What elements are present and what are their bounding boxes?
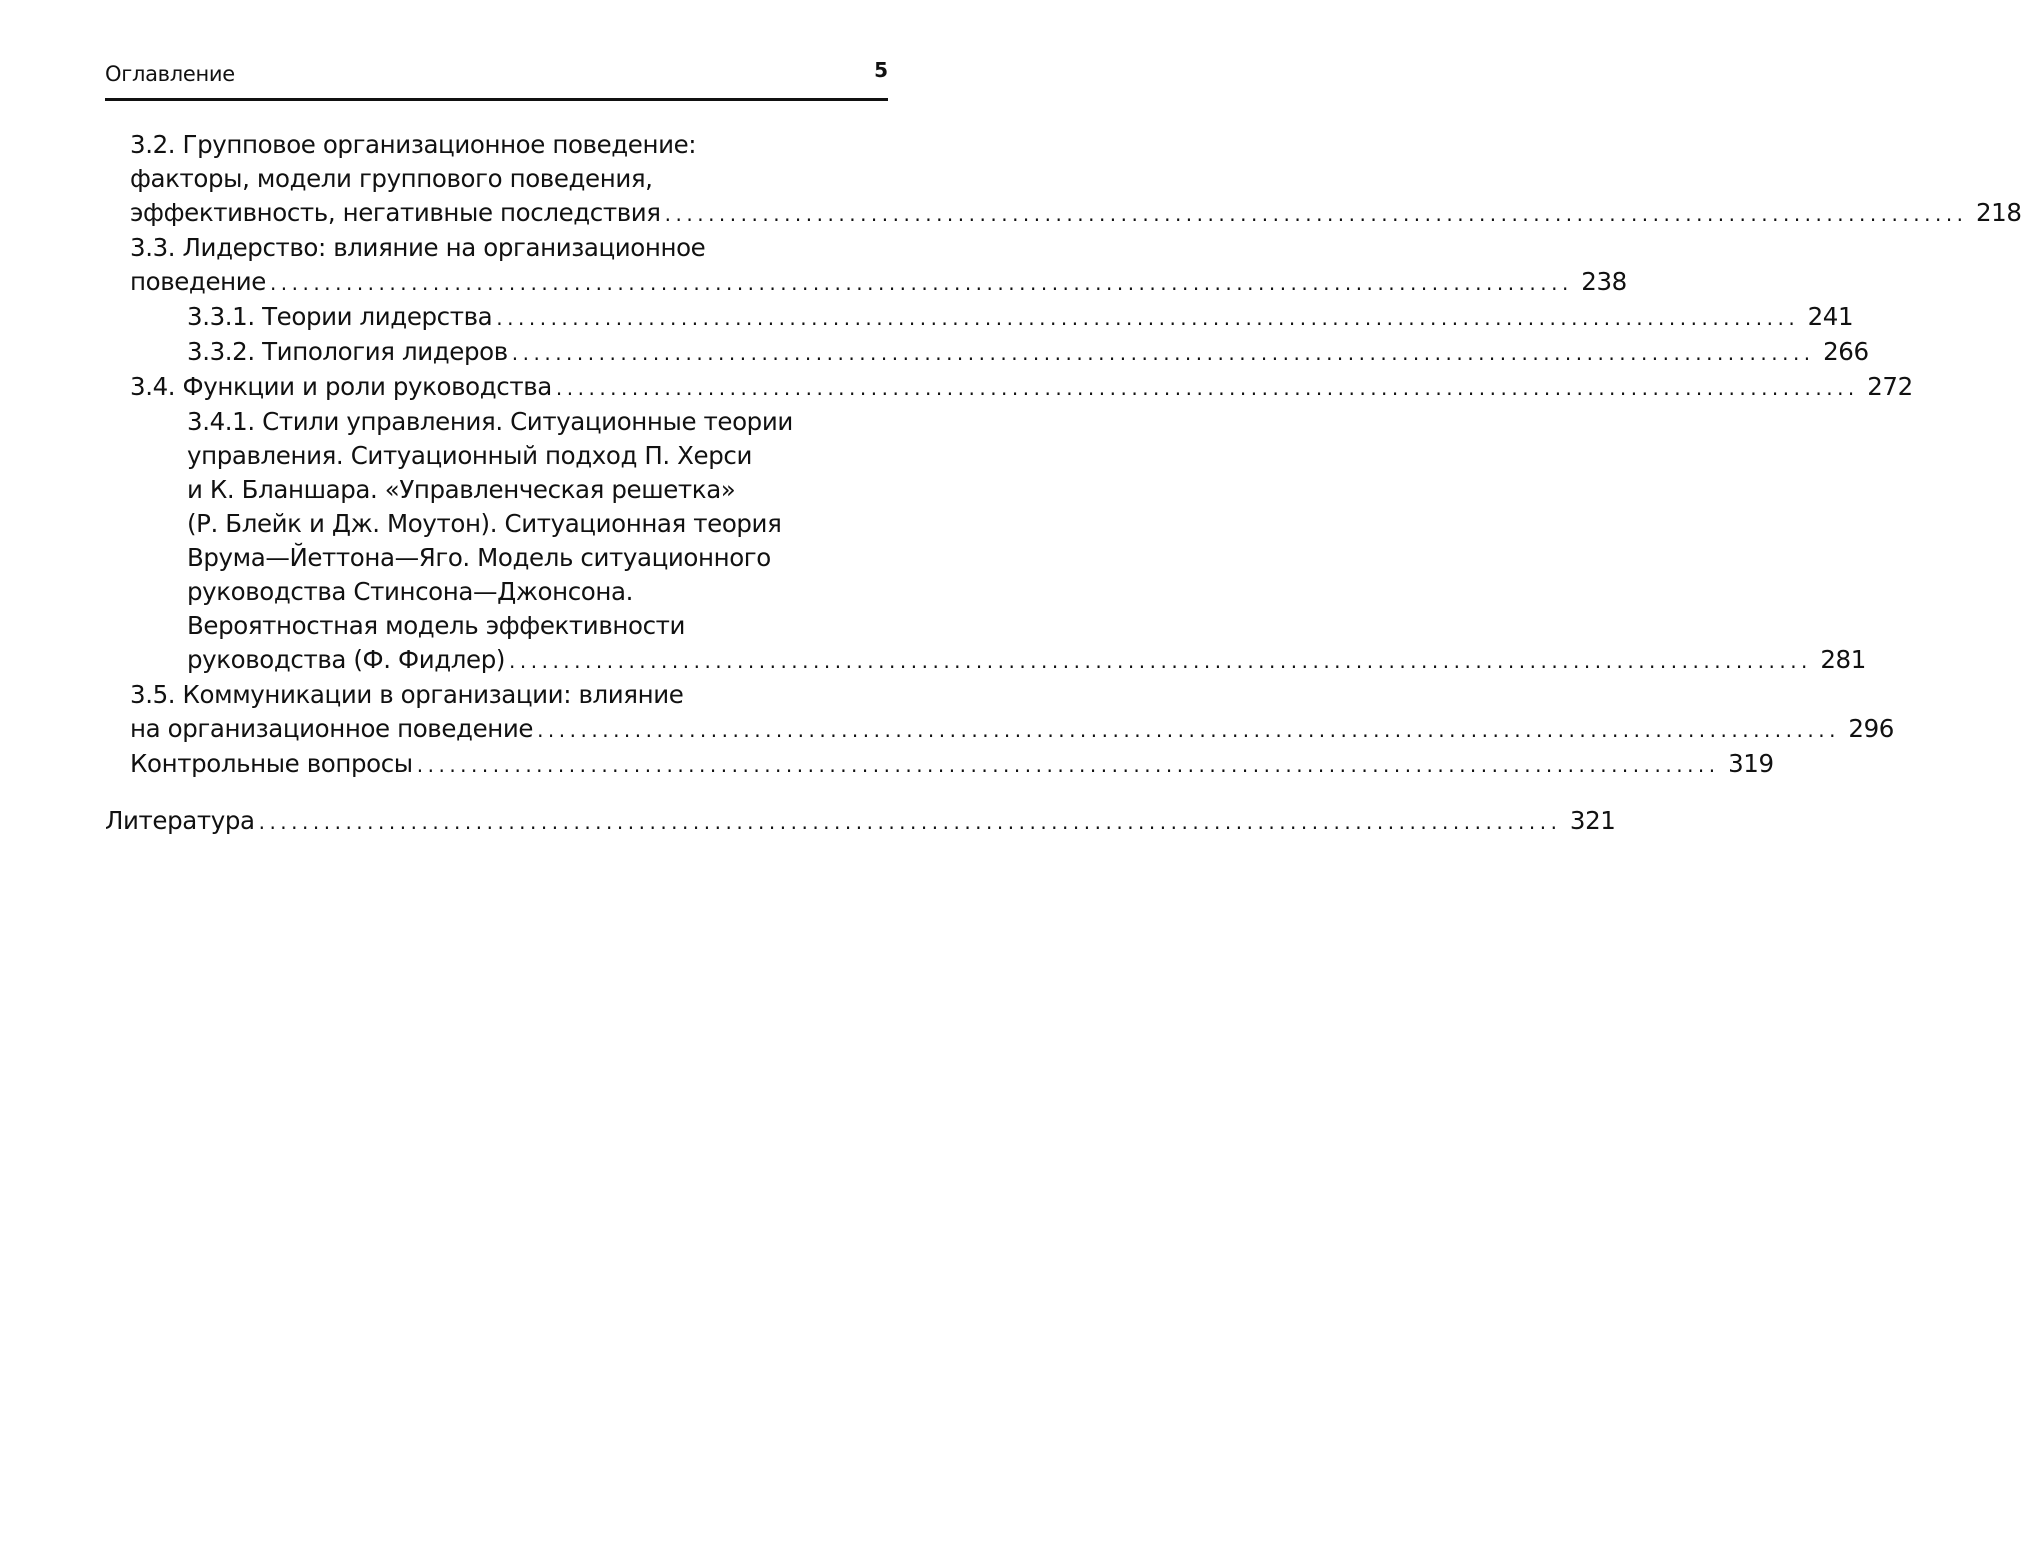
toc-entry-3-5[interactable] — [105, 678, 1894, 747]
toc-entry-text: 3.4.1. Стили управления. Ситуационные теории — [187, 407, 793, 436]
toc-entry-text: эффективность, негативные последствия — [130, 198, 661, 227]
toc-page-number: 241 — [1807, 302, 1854, 331]
toc-page-number: 281 — [1820, 645, 1866, 674]
toc-page-number: 272 — [1867, 372, 1913, 401]
toc-entry-3-3-2[interactable] — [105, 335, 1869, 370]
dot-leader: ........................................................................................................................ — [416, 753, 1720, 777]
toc-entry-text: поведение — [130, 267, 266, 296]
toc-entry-text: Контрольные вопросы — [130, 749, 413, 778]
toc-page-number: 319 — [1728, 749, 1774, 778]
toc-entry-text: 3.3.1. Теории лидерства — [187, 302, 493, 331]
table-of-contents — [105, 128, 2022, 839]
dot-leader: ........................................................................................................................ — [496, 306, 1800, 330]
toc-entry-3-3-1[interactable] — [105, 300, 1854, 335]
toc-entry-text: 3.5. Коммуникации в организации: влияние — [130, 680, 684, 709]
toc-entry-text: 3.3.2. Типология лидеров — [187, 337, 508, 366]
toc-entry-text: Вероятностная модель эффективности — [187, 611, 686, 640]
toc-page-number: 296 — [1848, 714, 1894, 743]
toc-entry-text: управления. Ситуационный подход П. Херси — [187, 441, 752, 470]
toc-entry-text: руководства (Ф. Фидлер) — [187, 645, 506, 674]
toc-entry-3-4-1[interactable] — [105, 405, 1866, 678]
toc-entry-text: (Р. Блейк и Дж. Моутон). Ситуационная теория — [187, 509, 782, 538]
toc-entry-text: 3.3. Лидерство: влияние на организационное — [130, 233, 706, 262]
dot-leader: ........................................................................................................................ — [555, 376, 1859, 400]
toc-entry-3-3[interactable] — [105, 231, 1627, 300]
page-number: 5 — [874, 58, 888, 82]
toc-page-number: 321 — [1569, 806, 1616, 835]
toc-entry-text: руководства Стинсона—Джонсона. — [187, 577, 633, 606]
toc-entry-text: на организационное поведение — [130, 714, 534, 743]
dot-leader: ........................................................................................................................ — [258, 810, 1562, 834]
toc-entry-3-4[interactable] — [105, 370, 1913, 405]
toc-entry-text: Врума—Йеттона—Яго. Модель ситуационного — [187, 543, 771, 572]
toc-entry-text: 3.4. Функции и роли руководства — [130, 372, 552, 401]
dot-leader: ........................................................................................................................ — [509, 649, 1812, 673]
dot-leader: ........................................................................................................................ — [269, 271, 1573, 295]
toc-page-number: 266 — [1823, 337, 1869, 366]
toc-page-number: 218 — [1975, 198, 2022, 227]
toc-entry-3-2[interactable] — [105, 128, 2022, 231]
toc-entry-text: факторы, модели группового поведения, — [130, 164, 653, 193]
toc-entry-text: 3.2. Групповое организационное поведение: — [130, 130, 697, 159]
toc-page-number: 238 — [1581, 267, 1627, 296]
toc-entry-literature[interactable] — [105, 804, 1616, 839]
dot-leader: ........................................................................................................................ — [511, 341, 1815, 365]
dot-leader: ........................................................................................................................ — [537, 718, 1840, 742]
toc-entry-text: Литература — [105, 806, 255, 835]
dot-leader: ........................................................................................................................ — [664, 202, 1968, 226]
toc-entry-text: и К. Бланшара. «Управленческая решетка» — [187, 475, 736, 504]
running-title: Оглавление — [105, 62, 235, 86]
toc-entry-review-questions[interactable] — [105, 747, 1774, 782]
running-header — [105, 58, 888, 101]
